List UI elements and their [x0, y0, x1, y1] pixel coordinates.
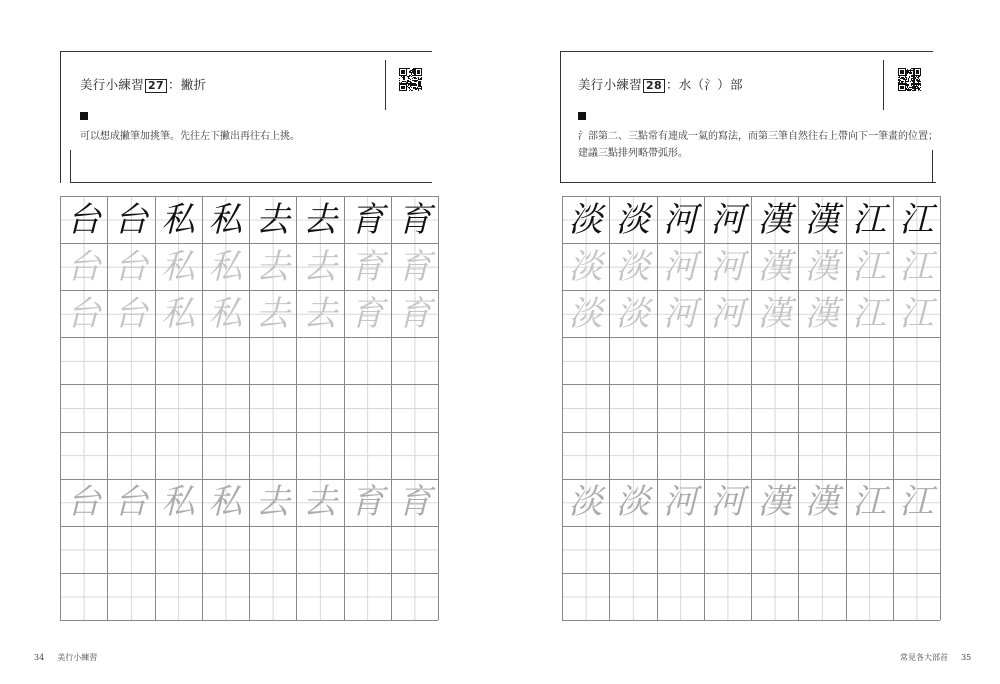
header-bottom-rule-tick — [932, 150, 933, 183]
practice-character: 去 — [302, 246, 337, 287]
header-top-rule — [560, 51, 933, 52]
practice-character: 去 — [255, 199, 290, 240]
qr-code-icon[interactable] — [898, 68, 921, 91]
practice-character: 江 — [899, 246, 934, 287]
practice-character: 私 — [161, 293, 196, 334]
practice-character: 私 — [208, 293, 243, 334]
practice-character: 育 — [397, 482, 432, 523]
lesson-number: 27 — [145, 79, 167, 93]
practice-character: 私 — [208, 246, 243, 287]
practice-character: 漢 — [804, 199, 839, 240]
lesson-label: 美行小練習 — [578, 77, 643, 92]
practice-character: 河 — [663, 293, 698, 334]
practice-character: 江 — [852, 293, 887, 334]
qr-divider-rule — [883, 60, 884, 110]
practice-character: 淡 — [568, 246, 603, 287]
practice-character: 淡 — [615, 199, 650, 240]
practice-character: 江 — [852, 482, 887, 523]
practice-character: 私 — [161, 482, 196, 523]
header-bottom-rule — [70, 182, 432, 183]
practice-character: 河 — [710, 246, 745, 287]
practice-character: 台 — [66, 293, 101, 334]
practice-character: 河 — [710, 482, 745, 523]
bullet-square-icon — [80, 112, 88, 120]
practice-character: 去 — [302, 482, 337, 523]
practice-character: 台 — [66, 199, 101, 240]
practice-character: 台 — [113, 199, 148, 240]
lesson-number: 28 — [643, 79, 665, 93]
practice-character: 河 — [663, 199, 698, 240]
practice-character: 去 — [302, 199, 337, 240]
practice-grid — [562, 196, 940, 620]
practice-character: 漢 — [757, 482, 792, 523]
practice-character: 淡 — [615, 482, 650, 523]
practice-character: 去 — [255, 246, 290, 287]
practice-character: 漢 — [757, 246, 792, 287]
practice-character: 育 — [350, 482, 385, 523]
practice-character: 育 — [350, 293, 385, 334]
header-side-rule — [560, 51, 561, 183]
practice-grid — [60, 196, 438, 620]
practice-character: 漢 — [804, 293, 839, 334]
lesson-topic: ：撇折 — [167, 77, 207, 92]
header-top-rule — [60, 51, 432, 52]
practice-character: 江 — [852, 199, 887, 240]
practice-character: 江 — [899, 482, 934, 523]
running-title: 美行小練習 — [57, 653, 98, 662]
practice-character: 河 — [663, 482, 698, 523]
footer — [34, 652, 97, 663]
practice-character: 去 — [302, 293, 337, 334]
qr-code-icon[interactable] — [399, 68, 422, 91]
practice-character: 淡 — [568, 199, 603, 240]
header-side-rule — [60, 51, 61, 183]
running-title: 常見各大部首 — [900, 653, 948, 662]
practice-character: 淡 — [568, 293, 603, 334]
lesson-label: 美行小練習 — [80, 77, 145, 92]
practice-character: 漢 — [804, 246, 839, 287]
page-number: 34 — [34, 653, 45, 662]
lesson-topic: ：水（氵）部 — [665, 77, 743, 92]
practice-character: 江 — [899, 293, 934, 334]
practice-character: 私 — [161, 199, 196, 240]
header-bottom-rule-tick — [70, 150, 71, 183]
lesson-title — [80, 75, 206, 93]
lesson-description: 可以想成撇筆加挑筆。先往左下撇出再往右上挑。 — [80, 131, 300, 142]
practice-character: 育 — [350, 199, 385, 240]
practice-character: 台 — [113, 293, 148, 334]
qr-divider-rule — [385, 60, 386, 110]
practice-character: 江 — [899, 199, 934, 240]
practice-character: 私 — [208, 199, 243, 240]
right-page — [500, 0, 1000, 684]
practice-character: 育 — [350, 246, 385, 287]
practice-character: 台 — [113, 246, 148, 287]
practice-character: 淡 — [568, 482, 603, 523]
practice-character: 去 — [255, 293, 290, 334]
lesson-description-line-1: 氵部第二、三點常有連成一氣的寫法，而第三筆自然往右上帶向下一筆畫的位置； — [578, 131, 938, 142]
page-number: 35 — [961, 653, 972, 662]
practice-character: 台 — [66, 482, 101, 523]
practice-character: 淡 — [615, 293, 650, 334]
bullet-square-icon — [578, 112, 586, 120]
header-bottom-rule — [560, 182, 936, 183]
practice-character: 江 — [852, 246, 887, 287]
practice-character: 河 — [710, 199, 745, 240]
practice-character: 私 — [161, 246, 196, 287]
practice-character: 台 — [66, 246, 101, 287]
practice-character: 去 — [255, 482, 290, 523]
practice-character: 台 — [113, 482, 148, 523]
practice-character: 私 — [208, 482, 243, 523]
practice-character: 河 — [710, 293, 745, 334]
practice-character: 漢 — [804, 482, 839, 523]
practice-character: 漢 — [757, 293, 792, 334]
lesson-description-line-2: 建議三點排列略帶弧形。 — [578, 148, 688, 159]
practice-character: 漢 — [757, 199, 792, 240]
practice-character: 育 — [397, 293, 432, 334]
footer — [900, 652, 971, 663]
practice-character: 河 — [663, 246, 698, 287]
lesson-title — [578, 75, 743, 93]
practice-character: 淡 — [615, 246, 650, 287]
practice-character: 育 — [397, 199, 432, 240]
practice-character: 育 — [397, 246, 432, 287]
